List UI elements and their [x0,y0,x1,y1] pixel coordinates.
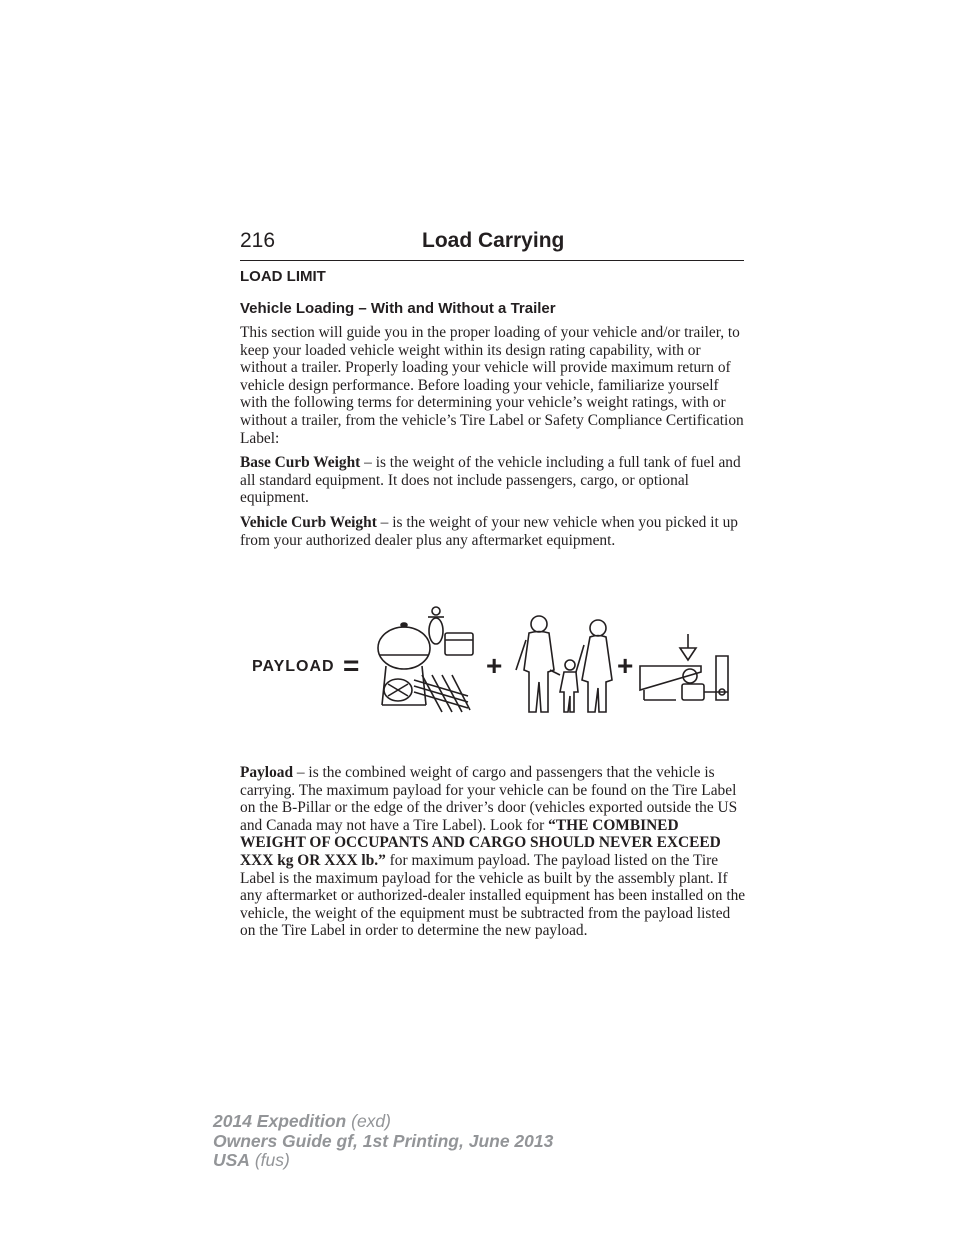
payload-label: PAYLOAD [252,658,335,675]
footer-model-code: (exd) [346,1111,391,1131]
payload-paragraph [240,764,746,940]
payload-warning-emphasis: “THE COMBINED WEIGHT OF OCCUPANTS AND CARGO SHOULD NEVER EXCEED XXX kg OR XXX lb.” [240,816,721,869]
vehicle-curb-weight-definition: – is the weight of your new vehicle when you picked it up from your authorized dealer plus any aftermarket equipment. [240,514,738,549]
footer-line-2: Owners Guide gf, 1st Printing, June 2013 [213,1130,554,1151]
intro-paragraph: This section will guide you in the proper loading of your vehicle and/or trailer, to keep your loaded vehicle weight within its design rating capability, with or without a trailer. Properly loading your vehicle will provide maximum return of vehicle design performance. Before loading your vehicle, familiarize yourself with the following terms for determining your vehicle’s weight ratings, with or without a trailer, from the vehicle’s Tire Label or Safety Compliance Certification Label: [240,324,744,447]
footer-model: 2014 Expedition [213,1111,347,1131]
page-footer [213,1112,553,1171]
plus-sign-1: + [486,650,503,681]
payload-text-2: for maximum payload. The payload listed on the Tire Label is the maximum payload for the vehicle as built by the assembly plant. If any aftermarket or authorized-dealer installed equipment has been installed on the vehicle, the weight of the equipment must be subtracted from the payload listed on the Tire Label in order to determine the new payload. [240,851,746,940]
passengers-icon [516,616,612,712]
trailer-hitch-icon [640,634,728,700]
vehicle-curb-weight-term: Vehicle Curb Weight [240,514,377,531]
base-curb-weight-definition: – is the weight of the vehicle including a full tank of fuel and all standard equipment. It does not include passengers, cargo, or optional equipment. [240,454,741,507]
page-number: 216 [240,229,276,252]
payload-term: Payload [240,764,294,781]
payload-illustration [246,600,736,722]
cargo-icon [378,607,473,712]
payload-text-1: – is the combined weight of cargo and passengers that the vehicle is carrying. The maximum payload for your vehicle can be found on the Tire Label on the B-Pillar or the edge of the driver’s door (vehicles exported outside the US and Canada may not have a Tire Label). Look for [240,764,738,834]
base-curb-weight-term: Base Curb Weight [240,454,361,471]
footer-line-1 [213,1112,553,1132]
footer-market: USA [213,1150,250,1170]
equals-sign: = [343,650,360,681]
plus-sign-2: + [617,650,634,681]
base-curb-weight-paragraph [240,454,746,507]
section-heading: LOAD LIMIT [240,268,326,285]
vehicle-curb-weight-paragraph [240,514,746,549]
subheading: Vehicle Loading – With and Without a Trailer [240,300,556,317]
page-header [240,228,744,261]
chapter-title: Load Carrying [422,229,565,252]
footer-line-3 [213,1151,553,1171]
footer-market-code: (fus) [249,1150,290,1170]
